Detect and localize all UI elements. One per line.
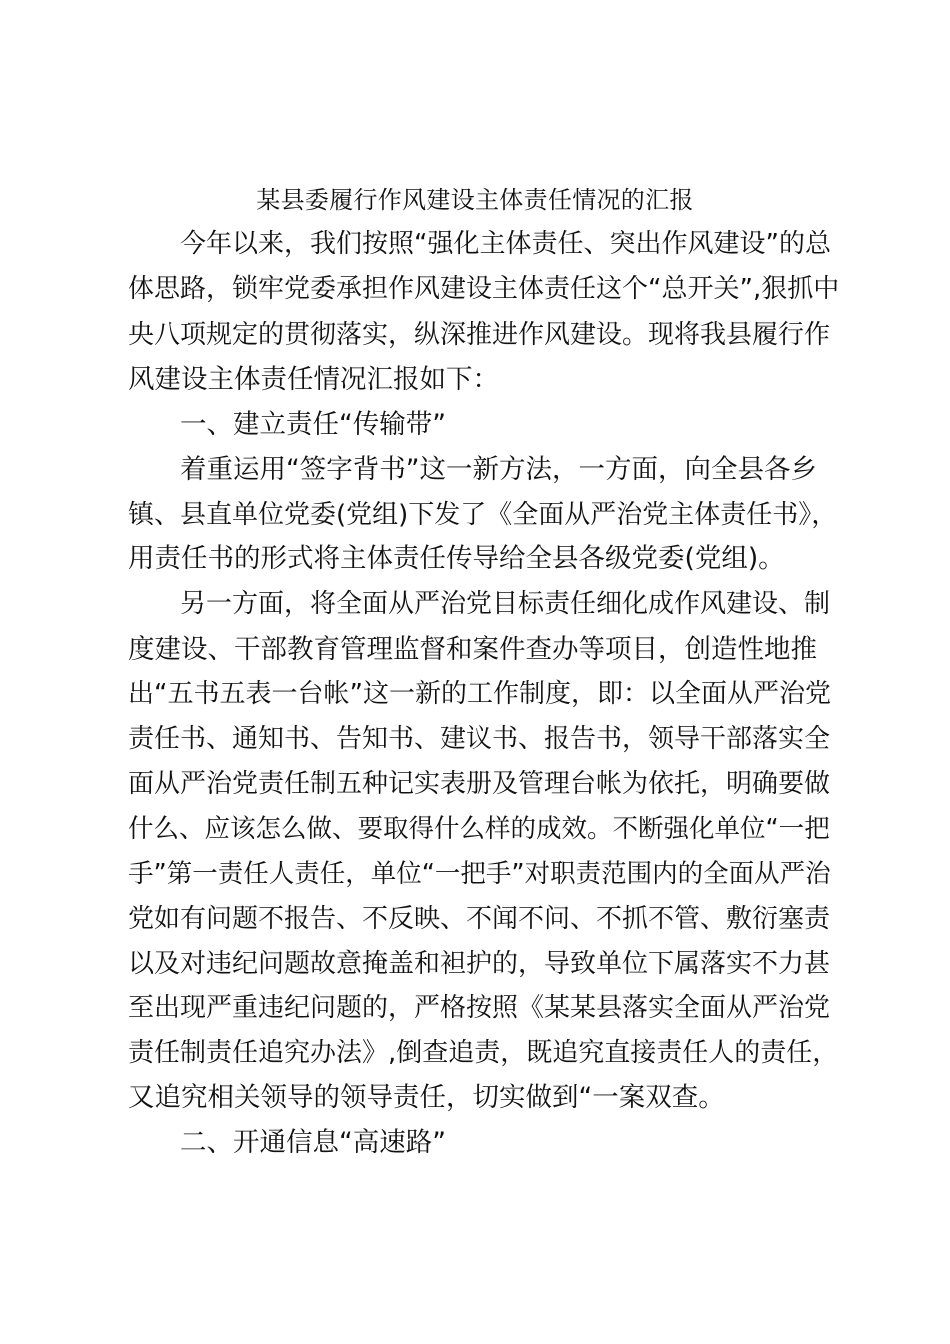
paragraph-3-line-9: 以及对违纪问题故意掩盖和袒护的，导致单位下属落实不力甚 — [128, 949, 831, 979]
section-heading-2: 二、开通信息“高速路” — [180, 1127, 446, 1158]
paragraph-1-line-3: 央八项规定的贯彻落实，纵深推进作风建设。现将我县履行作 — [128, 320, 831, 350]
paragraph-3-line-7: 手”第一责任人责任，单位“一把手”对职责范围内的全面从严治 — [128, 859, 831, 889]
paragraph-3-line-10: 至出现严重违纪问题的，严格按照《某某县落实全面从严治党 — [128, 993, 831, 1023]
paragraph-3-line-4: 责任书、通知书、告知书、建议书、报告书，领导干部落实全 — [128, 724, 831, 754]
paragraph-2-line-1: 着重运用“签字背书”这一新方法，一方面，向全县各乡 — [180, 454, 817, 485]
paragraph-3-line-12: 又追究相关领导的领导责任，切实做到“一案双查。 — [128, 1082, 725, 1113]
paragraph-3-line-11: 责任制责任追究办法》,倒查追责，既追究直接责任人的责任， — [128, 1038, 839, 1068]
paragraph-2-line-3: 用责任书的形式将主体责任传导给全县各级党委(党组)。 — [128, 543, 785, 574]
paragraph-3-line-1: 另一方面，将全面从严治党目标责任细化成作风建设、制 — [180, 589, 831, 619]
section-heading-1: 一、建立责任“传输带” — [180, 409, 446, 440]
paragraph-3-line-6: 什么、应该怎么做、要取得什么样的成效。不断强化单位“一把 — [128, 814, 830, 844]
document-title: 某县委履行作风建设主体责任情况的汇报 — [256, 186, 694, 214]
paragraph-1-line-1: 今年以来，我们按照“强化主体责任、突出作风建设”的总 — [180, 229, 831, 259]
paragraph-3-line-8: 党如有问题不报告、不反映、不闻不问、不抓不管、敷衍塞责 — [128, 904, 831, 934]
paragraph-3-line-3: 出“五书五表一台帐”这一新的工作制度，即：以全面从严治党 — [128, 679, 831, 709]
paragraph-3-line-5: 面从严治党责任制五种记实表册及管理台帐为依托，明确要做 — [128, 769, 831, 799]
paragraph-1-line-4: 风建设主体责任情况汇报如下： — [128, 364, 499, 395]
paragraph-1-line-2: 体思路，锁牢党委承担作风建设主体责任这个“总开关”,狠抓中 — [128, 274, 840, 304]
paragraph-2-line-2: 镇、县直单位党委(党组)下发了《全面从严治党主体责任书》， — [128, 500, 838, 530]
paragraph-3-line-2: 度建设、干部教育管理监督和案件查办等项目，创造性地推 — [128, 634, 817, 665]
